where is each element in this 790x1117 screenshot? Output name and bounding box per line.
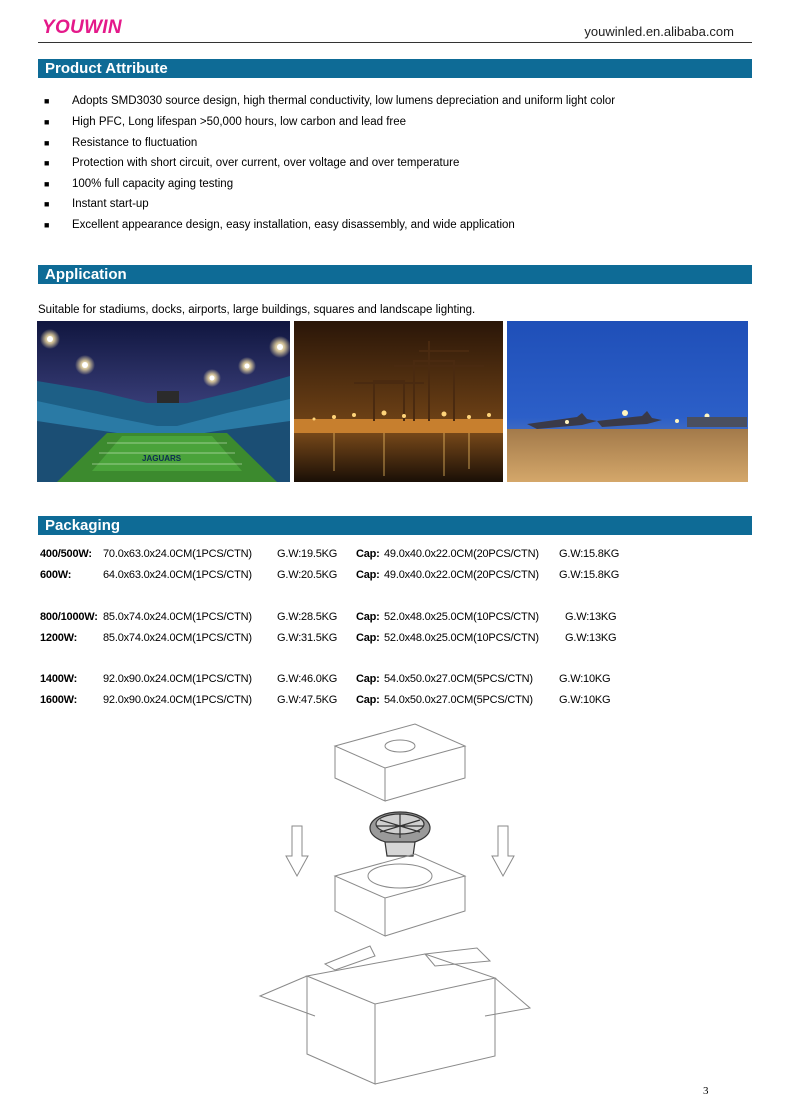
section-title: Product Attribute — [45, 60, 168, 77]
section-title: Packaging — [45, 517, 121, 534]
brand-logo: YOUWIN — [42, 17, 122, 38]
bullet-square-icon: ■ — [44, 199, 50, 209]
bullet-square-icon: ■ — [44, 96, 50, 106]
section-bar-application — [38, 265, 752, 284]
airport-photo — [507, 321, 748, 482]
packaging-diagram — [255, 716, 545, 1086]
dock-photo — [294, 321, 503, 482]
bullet-square-icon: ■ — [44, 179, 50, 189]
svg-text:JAGUARS: JAGUARS — [142, 454, 182, 463]
bullet-square-icon: ■ — [44, 220, 50, 230]
header-url: youwinled.en.alibaba.com — [584, 24, 734, 39]
page-number: 3 — [703, 1085, 709, 1097]
section-bar-product-attribute — [38, 59, 752, 78]
stadium-photo — [37, 321, 290, 482]
header-divider — [38, 42, 752, 43]
bullet-square-icon: ■ — [44, 117, 50, 127]
bullet-square-icon: ■ — [44, 138, 50, 148]
application-text: Suitable for stadiums, docks, airports, large buildings, squares and landscape lighting. — [38, 304, 476, 316]
bullet-square-icon: ■ — [44, 158, 50, 168]
section-bar-packaging — [38, 516, 752, 535]
section-title: Application — [45, 266, 127, 283]
